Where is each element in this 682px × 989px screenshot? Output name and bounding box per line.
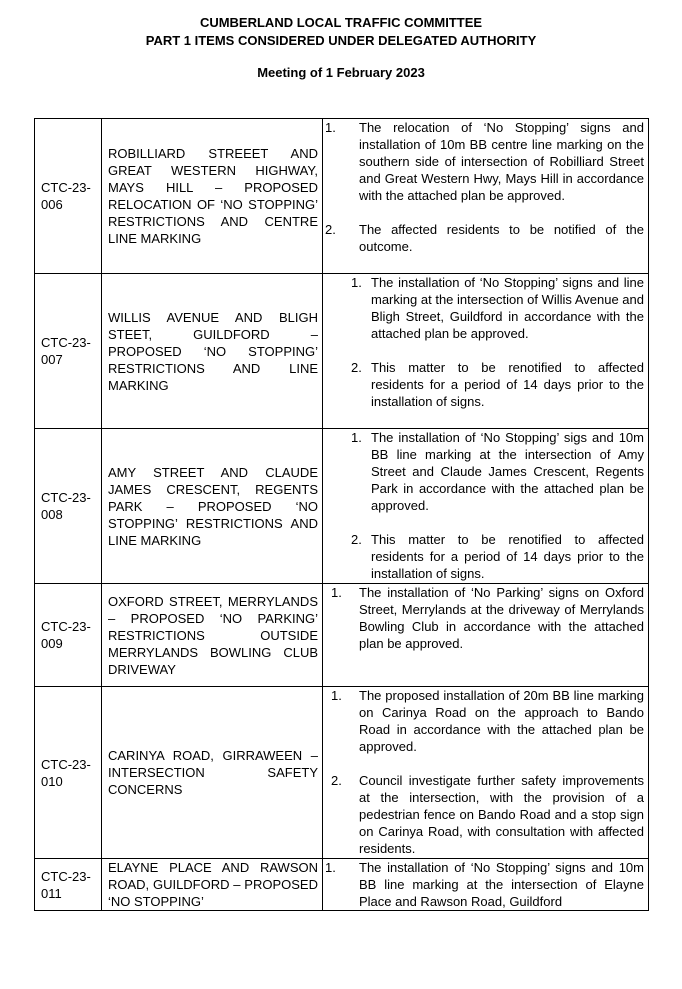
document-header <box>0 14 682 82</box>
resolution-number: 1. <box>325 860 336 875</box>
item-subject: AMY STREET AND CLAUDE JAMES CRESCENT, REGENTS PARK – PROPOSED ‘NO STOPPING’ RESTRICTIONS AND LINE MARKING <box>102 429 323 584</box>
resolution-text: This matter to be renotified to affected residents for a period of 14 days prior to the installation of signs. <box>371 532 644 581</box>
item-resolutions <box>323 274 649 429</box>
resolution-item <box>323 531 644 582</box>
part-title: PART 1 ITEMS CONSIDERED UNDER DELEGATED AUTHORITY <box>145 33 537 48</box>
resolution-item <box>323 687 644 755</box>
table-row <box>35 429 649 584</box>
resolution-text: The proposed installation of 20m BB line marking on Carinya Road on the approach to Bando Road in accordance with the attached plan be approved. <box>359 688 644 754</box>
resolution-number: 2. <box>325 222 336 237</box>
resolution-text: The installation of ‘No Stopping’ signs and line marking at the intersection of Willis Avenue and Bligh Street, Guildford in accordance with the attached plan be approved. <box>371 275 644 341</box>
resolution-item <box>323 359 644 410</box>
resolution-item <box>323 859 644 910</box>
item-ref-cell <box>35 859 102 911</box>
resolution-text: Council investigate further safety improvements at the intersection, with the provision of a pedestrian fence on Bando Road and a stop sign on Carinya Road, with consultation with affected residents. <box>359 773 644 856</box>
resolution-item <box>323 772 644 857</box>
resolution-text: The installation of ‘No Stopping’ signs and 10m BB line marking at the intersection of Elayne Place and Rawson Road, Guildford <box>359 860 644 909</box>
item-ref: CTC-23-011 <box>41 868 91 901</box>
resolution-number: 2. <box>351 360 362 375</box>
item-subject: ROBILLIARD STREEET AND GREAT WESTERN HIGHWAY, MAYS HILL – PROPOSED RELOCATION OF ‘NO STOPPING’ RESTRICTIONS AND CENTRE LINE MARKING <box>102 119 323 274</box>
resolution-item <box>323 429 644 514</box>
item-resolutions <box>323 429 649 584</box>
table-row <box>35 584 649 687</box>
item-ref: CTC-23-010 <box>41 756 91 789</box>
table-row <box>35 274 649 429</box>
item-ref: CTC-23-008 <box>41 490 91 522</box>
resolution-number: 1. <box>325 120 336 135</box>
resolution-text: The affected residents to be notified of the outcome. <box>359 222 644 254</box>
resolution-item <box>323 119 644 204</box>
resolution-item <box>323 274 644 342</box>
item-ref-cell <box>35 429 102 584</box>
item-ref-cell <box>35 274 102 429</box>
table-row <box>35 687 649 859</box>
resolution-number: 1. <box>351 275 362 290</box>
item-ref: CTC-23-009 <box>41 619 91 651</box>
table-row <box>35 859 649 911</box>
resolution-list <box>323 274 644 410</box>
item-subject: ELAYNE PLACE AND RAWSON ROAD, GUILDFORD – PROPOSED ‘NO STOPPING’ <box>102 859 323 911</box>
item-resolutions <box>323 859 649 911</box>
resolution-text: The installation of ‘No Stopping’ sigs and 10m BB line marking at the intersection of Amy Street and Claude James Crescent, Regents Park in accordance with the attached plan be approved. <box>371 430 644 513</box>
item-subject: CARINYA ROAD, GIRRAWEEN – INTERSECTION SAFETY CONCERNS <box>102 687 323 859</box>
resolution-number: 2. <box>331 773 342 788</box>
resolution-number: 1. <box>331 585 342 600</box>
resolution-number: 1. <box>331 688 342 703</box>
items-table <box>34 118 649 911</box>
item-ref-cell <box>35 584 102 687</box>
resolution-list <box>323 119 644 255</box>
resolution-text: The relocation of ‘No Stopping’ signs and installation of 10m BB centre line marking on the southern side of intersection of Robilliard Street and Great Western Hwy, Mays Hill in accordance with the attached plan be approved. <box>359 120 644 203</box>
resolution-list <box>323 687 644 857</box>
item-subject: OXFORD STREET, MERRYLANDS – PROPOSED ‘NO PARKING’ RESTRICTIONS OUTSIDE MERRYLANDS BOWLING CLUB DRIVEWAY <box>102 584 323 687</box>
meeting-date: Meeting of 1 February 2023 <box>257 65 425 80</box>
resolution-text: This matter to be renotified to affected residents for a period of 14 days prior to the installation of signs. <box>371 360 644 409</box>
item-resolutions <box>323 119 649 274</box>
resolution-list <box>323 859 644 910</box>
item-ref-cell <box>35 119 102 274</box>
item-resolutions <box>323 584 649 687</box>
item-ref-cell <box>35 687 102 859</box>
resolution-item <box>323 221 644 255</box>
resolution-list <box>323 584 644 652</box>
resolution-item <box>323 584 644 652</box>
item-resolutions <box>323 687 649 859</box>
resolution-number: 1. <box>351 430 362 445</box>
item-ref: CTC-23-007 <box>41 335 91 367</box>
item-ref: CTC-23-006 <box>41 180 91 212</box>
resolution-list <box>323 429 644 582</box>
resolution-text: The installation of ‘No Parking’ signs on Oxford Street, Merrylands at the driveway of Merrylands Bowling Club in accordance with the attached plan be approved. <box>359 585 644 651</box>
resolution-number: 2. <box>351 532 362 547</box>
committee-title: CUMBERLAND LOCAL TRAFFIC COMMITTEE <box>199 15 483 30</box>
table-row <box>35 119 649 274</box>
item-subject: WILLIS AVENUE AND BLIGH STEET, GUILDFORD – PROPOSED ‘NO STOPPING’ RESTRICTIONS AND LINE MARKING <box>102 274 323 429</box>
